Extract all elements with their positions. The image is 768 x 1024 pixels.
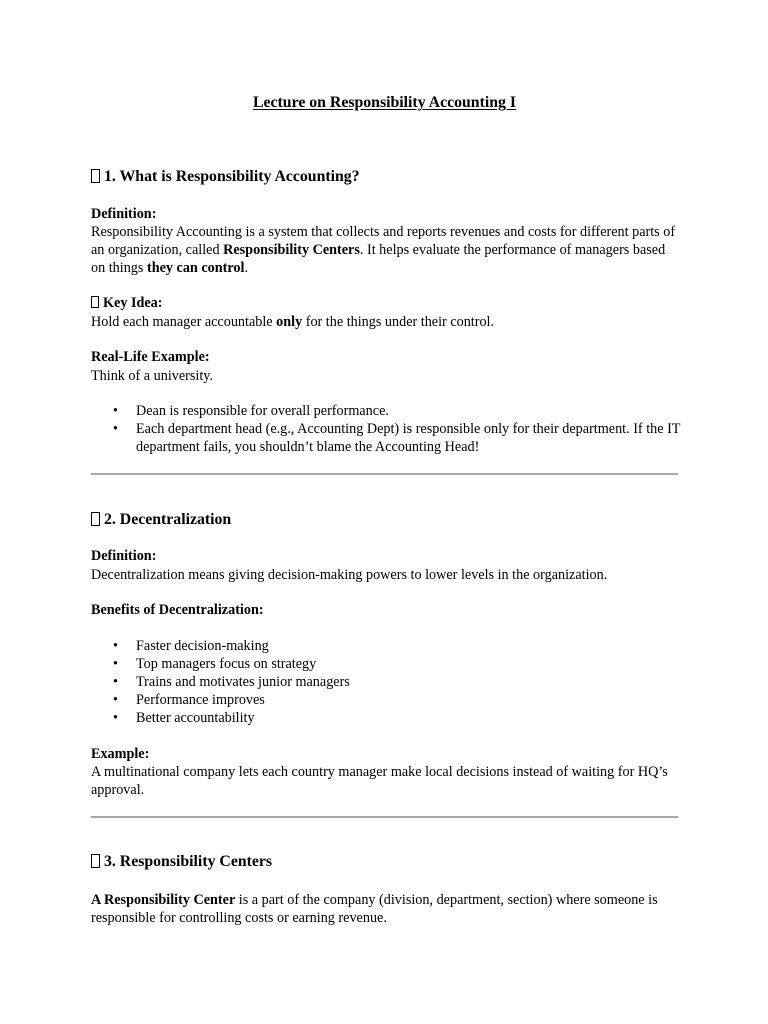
section-2-definition: Decentralization means giving decision-making powers to lower levels in the organization.: [91, 567, 608, 583]
list-item: • Better accountability: [91, 709, 681, 727]
section-3-intro: A Responsibility Center is a part of the company (division, department, section) where someone is responsible for controlling costs or earning revenue.: [91, 892, 658, 926]
section-2-example-label: Example:: [91, 746, 150, 762]
list-item: • Each department head (e.g., Accounting Dept) is responsible only for their department. If the IT department fails, you shouldn’t blame the Accounting Head!: [91, 420, 681, 456]
document-title: Lecture on Responsibility Accounting I: [252, 94, 517, 111]
missing-glyph-icon: [91, 169, 100, 183]
key-idea-label: Key Idea:: [91, 294, 681, 312]
section-1-bullet-list: [91, 402, 681, 456]
section-divider: [91, 473, 678, 475]
section-3-heading: 3. Responsibility Centers: [91, 852, 272, 872]
section-1-definition-label: Definition:: [91, 206, 157, 222]
list-item: • Top managers focus on strategy: [91, 655, 681, 673]
list-item: • Dean is responsible for overall performance.: [91, 402, 681, 420]
real-life-example-intro: Think of a university.: [91, 368, 214, 384]
list-item: • Faster decision-making: [91, 637, 681, 655]
section-1-heading: 1. What is Responsibility Accounting?: [91, 167, 360, 187]
missing-glyph-icon: [91, 512, 100, 526]
section-1-definition: Responsibility Accounting is a system that collects and reports revenues and costs for different parts of an organization, called Responsibility Centers. It helps evaluate the performance of managers based on things they can control.: [91, 224, 676, 276]
list-item: • Performance improves: [91, 691, 681, 709]
benefits-list: [91, 637, 681, 727]
section-2-example: A multinational company lets each country manager make local decisions instead of waiting for HQ’s approval.: [91, 764, 668, 798]
real-life-example-label: Real-Life Example:: [91, 349, 210, 365]
missing-glyph-icon: [91, 854, 100, 868]
section-divider: [91, 816, 678, 818]
key-idea-text: Hold each manager accountable only for the things under their control.: [91, 314, 495, 330]
list-item: • Trains and motivates junior managers: [91, 673, 681, 691]
section-2-heading: 2. Decentralization: [91, 510, 231, 530]
missing-glyph-icon: [91, 296, 99, 308]
benefits-label: Benefits of Decentralization:: [91, 602, 264, 618]
section-2-definition-label: Definition:: [91, 548, 157, 564]
